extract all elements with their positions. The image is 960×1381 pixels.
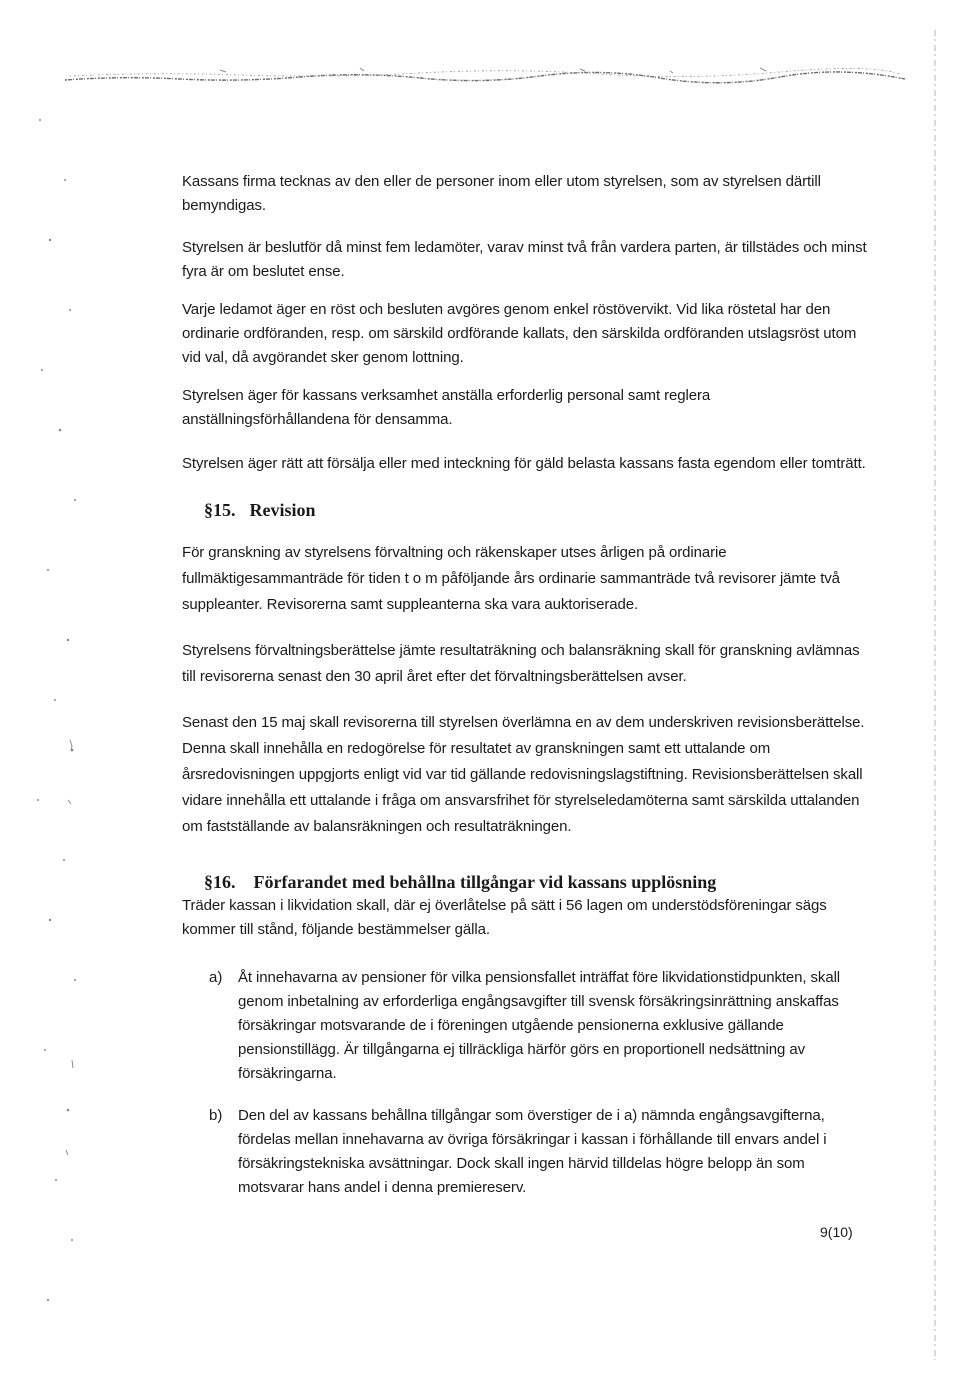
scan-edge-right: [925, 30, 955, 1360]
paragraph-property: Styrelsen äger rätt att försälja eller med inteckning för gäld belasta kassans fasta egendom eller tomträtt.: [182, 455, 866, 472]
list-item-text: Den del av kassans behållna tillgångar som överstiger de i a) nämnda engångsavgifterna, fördelas mellan innehavarna av övriga försäkringar i kassan i förhållande till envars andel i försäkringstekniska avsättningar. Dock skall ingen härvid tilldelas högre belopp än som motsvarar hans andel i denna premiereserv.: [238, 1107, 827, 1196]
section-15-heading: [182, 498, 872, 522]
section-15-paragraph-report: Styrelsens förvaltningsberättelse jämte resultaträkning och balansräkning skall för granskning avlämnas till revisorerna senast den 30 april året efter det förvaltningsberättelsen avser.: [182, 642, 860, 685]
list-item-text: Åt innehavarna av pensioner för vilka pensionsfallet inträffat före likvidationstidpunkten, skall genom inbetalning av erforderliga engångsavgifter till svensk försäkringsinrättning anskaffas försäkringar motsvarande de i föreningen utgående pensionerna exklusive gällande pensionstillägg. Är tillgångarna ej tillräckliga härför görs en proportionell nedsättning av försäkringarna.: [238, 969, 841, 1082]
scan-noise-top: [60, 62, 910, 90]
section-16-heading: [182, 870, 872, 894]
scan-noise-left: [20, 100, 90, 1340]
section-16-intro: Träder kassan i likvidation skall, där ej överlåtelse på sätt i 56 lagen om understödsföreningar sägs kommer till stånd, följande bestämmelser gälla.: [182, 897, 827, 938]
paragraph-signing: Kassans firma tecknas av den eller de personer inom eller utom styrelsen, som av styrelsen därtill bemyndigas.: [182, 173, 821, 214]
list-item: [182, 966, 872, 1086]
list-item-label: b): [209, 1107, 223, 1124]
section-15-number: §15.: [204, 500, 236, 520]
section-16-number: §16.: [204, 872, 236, 892]
paragraph-staff: Styrelsen äger för kassans verksamhet anställa erforderlig personal samt reglera anställningsförhållandena för densamma.: [182, 387, 711, 428]
section-16-title: Förfarandet med behållna tillgångar vid kassans upplösning: [253, 872, 717, 892]
list-item-label: a): [209, 969, 223, 986]
section-15-title: Revision: [249, 500, 316, 520]
page-number: 9(10): [820, 1224, 853, 1240]
list-item: [182, 1104, 872, 1200]
paragraph-quorum: Styrelsen är beslutför då minst fem ledamöter, varav minst två från vardera parten, är tillstädes och minst fyra är om beslutet ense.: [182, 239, 867, 280]
section-15-paragraph-deadline: Senast den 15 maj skall revisorerna till styrelsen överlämna en av dem underskriven revisionsberättelse. Denna skall innehålla en redogörelse för resultatet av granskningen samt ett uttalande om årsredovisningen uppgjorts enligt vid var tid gällande redovisningslagstiftning. Revisionsberättelsen skall vidare innehålla ett uttalande i fråga om ansvarsfrihet för styrelseledamöterna samt särskilda uttalanden om fastställande av balansräkningen och resultaträkningen.: [182, 714, 865, 835]
section-15-paragraph-auditors: För granskning av styrelsens förvaltning och räkenskaper utses årligen på ordinarie fullmäktigesammanträde för tiden t o m påföljande års ordinarie sammanträde två revisorer jämte två suppleanter. Revisorerna samt suppleanterna ska vara auktoriserade.: [182, 544, 840, 613]
section-16-list: [182, 966, 872, 1200]
paragraph-voting: Varje ledamot äger en röst och besluten avgöres genom enkel röstövervikt. Vid lika röstetal har den ordinarie ordföranden, resp. om särskild ordförande kallats, den särskilda ordföranden utslagsröst utom vid val, då avgörandet sker genom lottning.: [182, 301, 857, 366]
document-body: [182, 170, 872, 1200]
